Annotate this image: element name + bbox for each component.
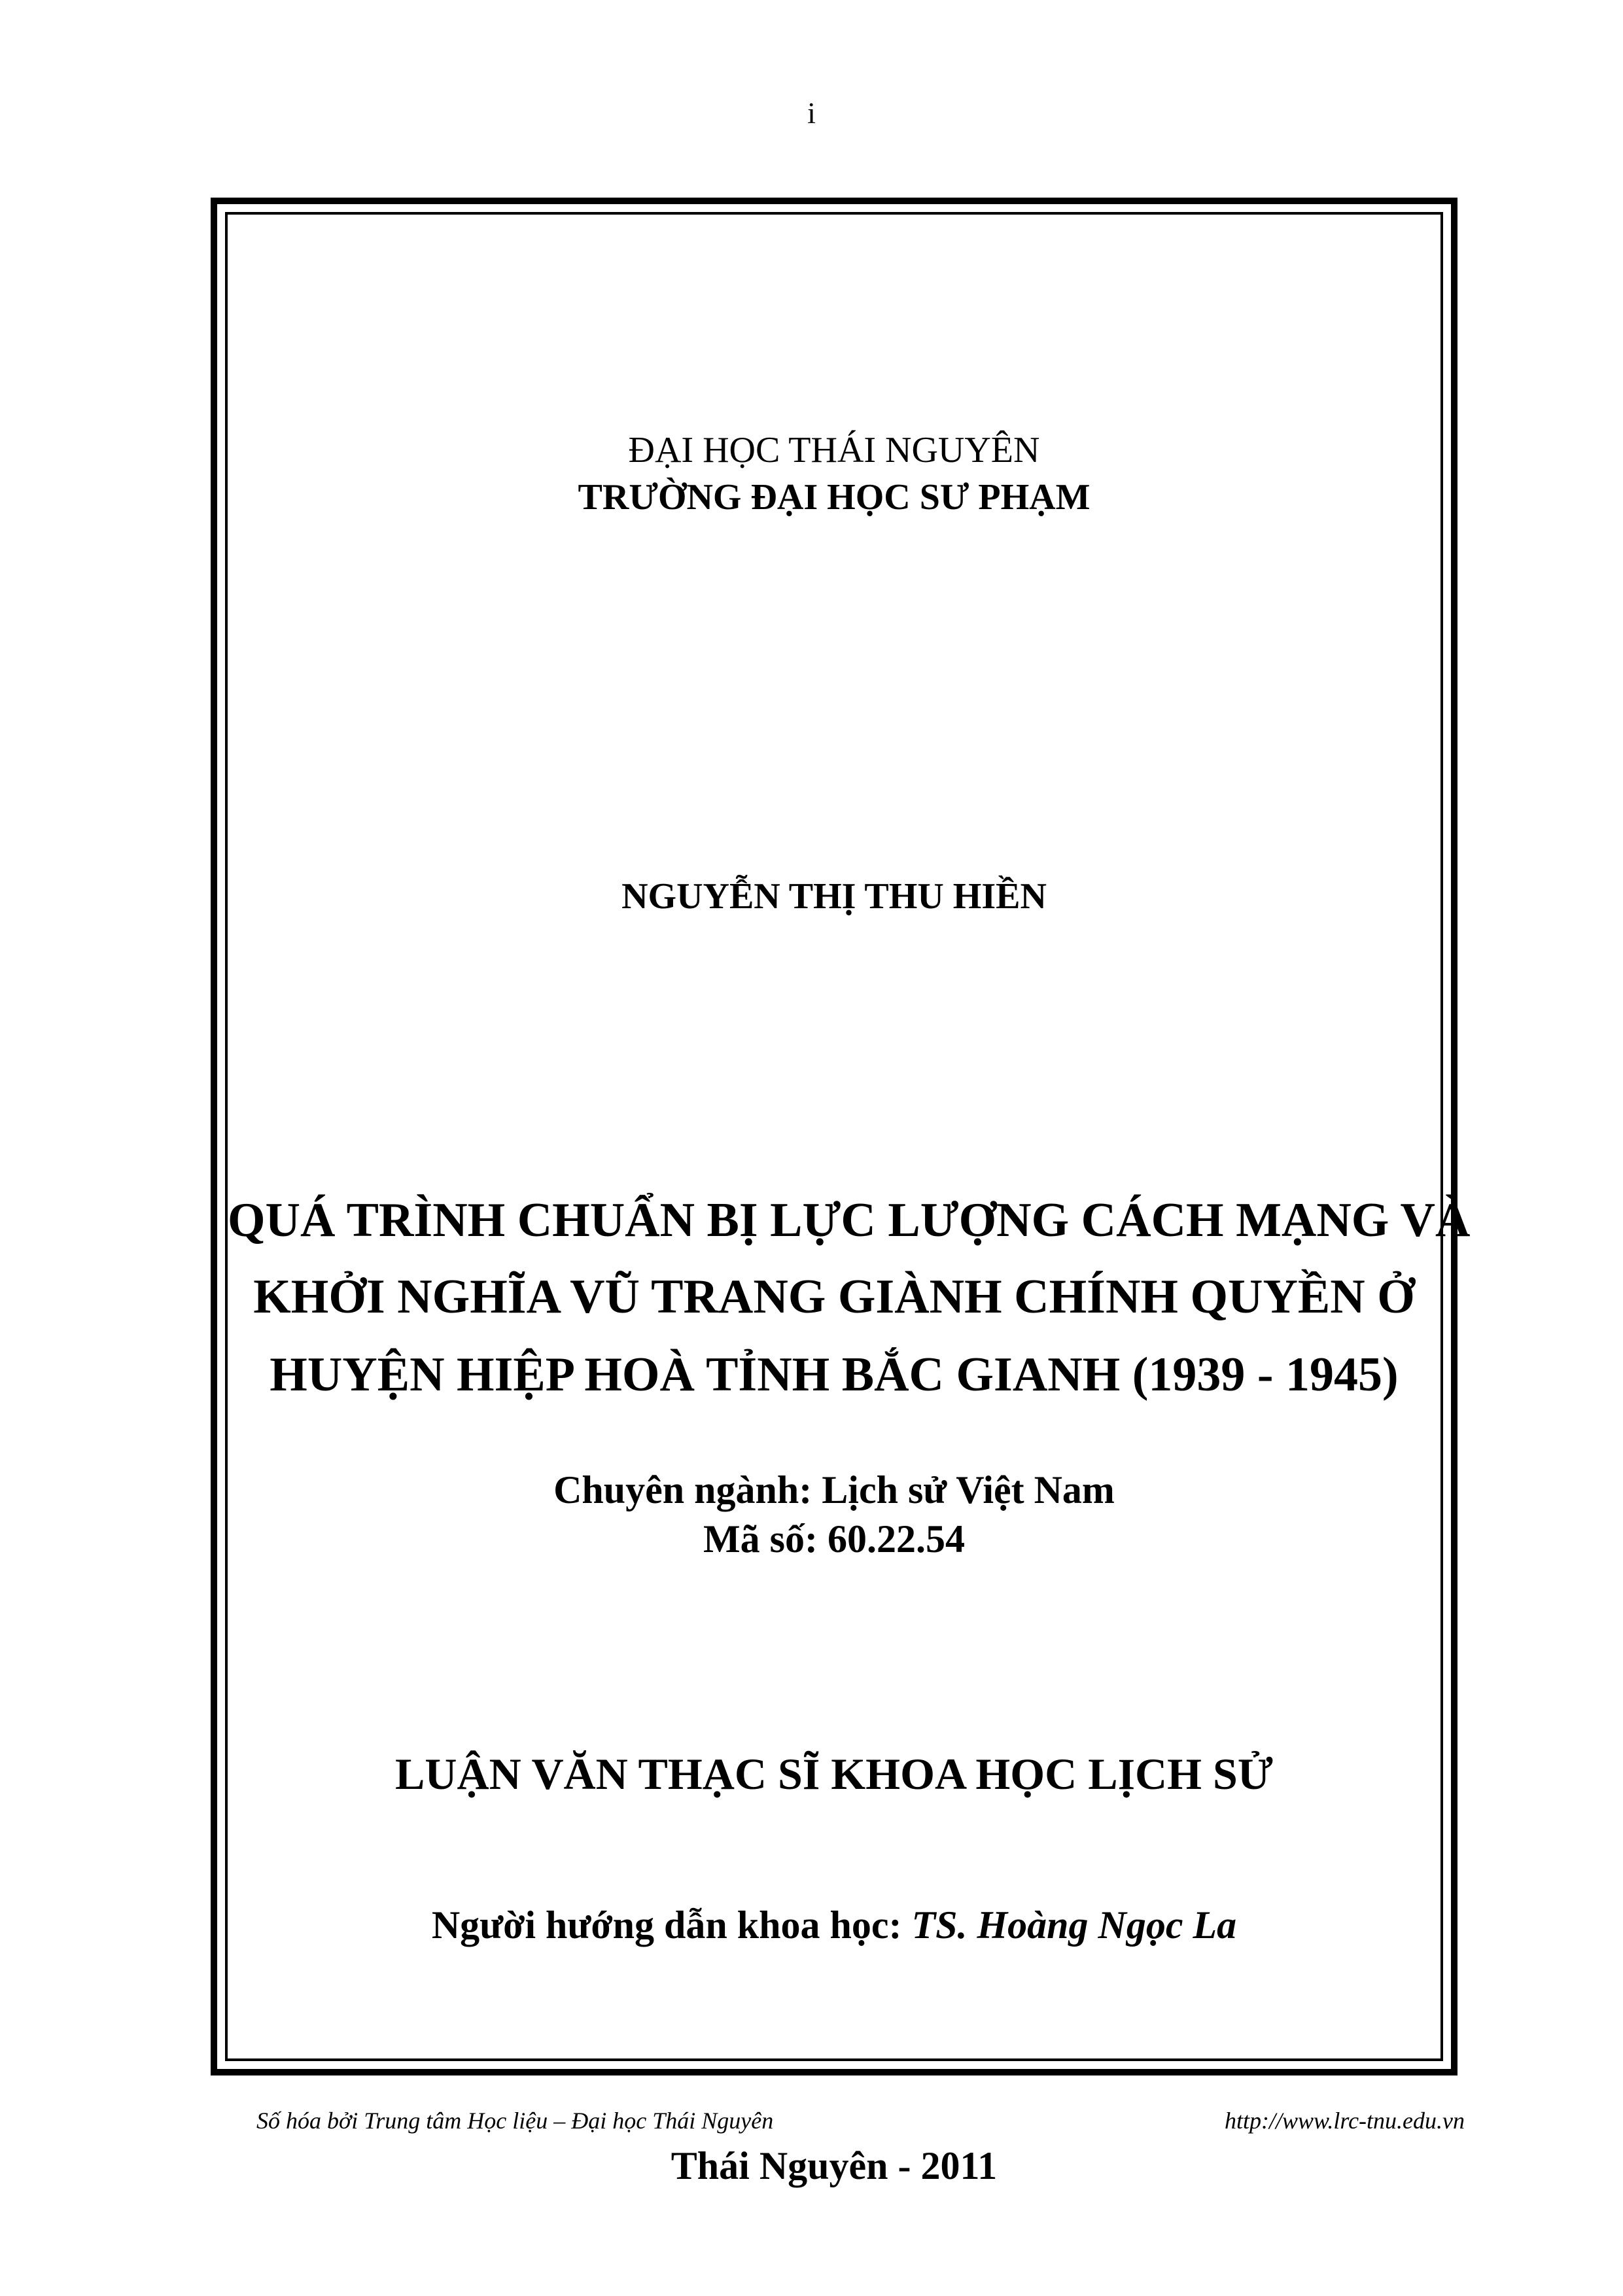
major-label: Chuyên ngành: Lịch sử Việt Nam <box>553 1468 1115 1511</box>
thesis-title-line-1: QUÁ TRÌNH CHUẨN BỊ LỰC LƯỢNG CÁCH MẠNG VÀ <box>228 1193 1471 1247</box>
thesis-title-line-3: HUYỆN HIỆP HOÀ TỈNH BẮC GIANH (1939 - 1945) <box>270 1348 1399 1402</box>
author-name: NGUYỄN THỊ THU HIỀN <box>621 876 1047 917</box>
advisor-label: Người hướng dẫn khoa học: <box>431 1903 912 1947</box>
school-name: TRƯỜNG ĐẠI HỌC SƯ PHẠM <box>578 477 1091 518</box>
major-code: Mã số: 60.22.54 <box>703 1517 965 1561</box>
footer-url: http://www.lrc-tnu.edu.vn <box>1225 2108 1465 2134</box>
place-and-year: Thái Nguyên - 2011 <box>671 2144 998 2187</box>
page-number: i <box>807 96 816 130</box>
footer-digitization-note: Số hóa bởi Trung tâm Học liệu – Đại học Thái Nguyên <box>256 2108 774 2134</box>
advisor-name: TS. Hoàng Ngọc La <box>911 1903 1237 1947</box>
university-name: ĐẠI HỌC THÁI NGUYÊN <box>628 430 1040 470</box>
advisor-line <box>228 1903 1440 1948</box>
thesis-type: LUẬN VĂN THẠC SĨ KHOA HỌC LỊCH SỬ <box>395 1749 1273 1799</box>
thesis-title-line-2: KHỞI NGHĨA VŨ TRANG GIÀNH CHÍNH QUYỀN Ở <box>253 1270 1415 1324</box>
